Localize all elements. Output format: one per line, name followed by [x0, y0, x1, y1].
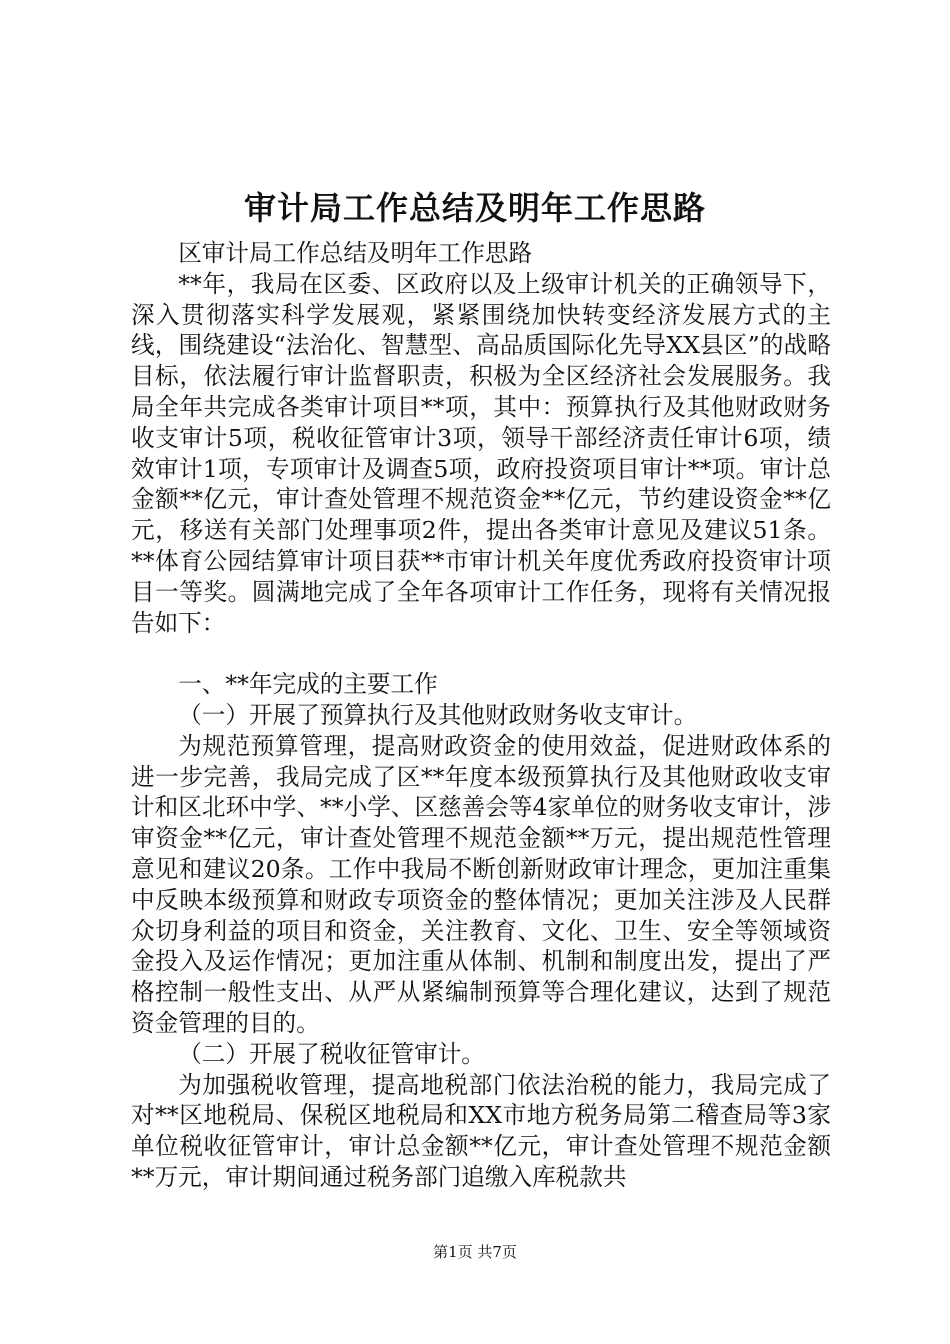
- paragraph-tax-audit: 为加强税收管理，提高地税部门依法治税的能力，我局完成了对**区地税局、保税区地税局和XX市地方税务局第二稽查局等3家单位税收征管审计，审计总金额**亿元，审计查处管理不规范金额**万元，审计期间通过税务部门追缴入库税款共: [131, 1070, 831, 1191]
- document-body: [131, 238, 831, 1193]
- subsection-heading-2: （二）开展了税收征管审计。: [178, 1039, 485, 1068]
- document-title: 审计局工作总结及明年工作思路: [243, 189, 706, 227]
- paragraph-subtitle: 区审计局工作总结及明年工作思路: [178, 239, 533, 267]
- subsection-heading-1: （一）开展了预算执行及其他财政财务收支审计。: [178, 700, 698, 729]
- page-number: 第1页 共7页: [433, 1243, 517, 1261]
- section-heading: 一、**年完成的主要工作: [178, 670, 438, 699]
- paragraph-intro: **年，我局在区委、区政府以及上级审计机关的正确领导下，深入贯彻落实科学发展观，紧紧围绕加快转变经济发展方式的主线，围绕建设“法治化、智慧型、高品质国际化先导XX县区”的战略目标，依法履行审计监督职责，积极为全区经济社会发展服务。我局全年共完成各类审计项目**项，其中：预算执行及其他财政财务收支审计5项，税收征管审计3项，领导干部经济责任审计6项，绩效审计1项，专项审计及调查5项，政府投资项目审计**项。审计总金额**亿元，审计查处管理不规范资金**亿元，节约建设资金**亿元，移送有关部门处理事项2件，提出各类审计意见及建议51条。**体育公园结算审计项目获**市审计机关年度优秀政府投资审计项目一等奖。圆满地完成了全年各项审计工作任务，现将有关情况报告如下：: [131, 269, 831, 637]
- paragraph-budget-audit: 为规范预算管理，提高财政资金的使用效益，促进财政体系的进一步完善，我局完成了区**年度本级预算执行及其他财政收支审计和区北环中学、**小学、区慈善会等4家单位的财务收支审计，涉审资金**亿元，审计查处管理不规范金额**万元，提出规范性管理意见和建议20条。工作中我局不断创新财政审计理念，更加注重集中反映本级预算和财政专项资金的整体情况；更加关注涉及人民群众切身利益的项目和资金，关注教育、文化、卫生、安全等领域资金投入及运作情况；更加注重从体制、机制和制度出发，提出了严格控制一般性支出、从严从紧编制预算等合理化建议，达到了规范资金管理的目的。: [131, 731, 831, 1037]
